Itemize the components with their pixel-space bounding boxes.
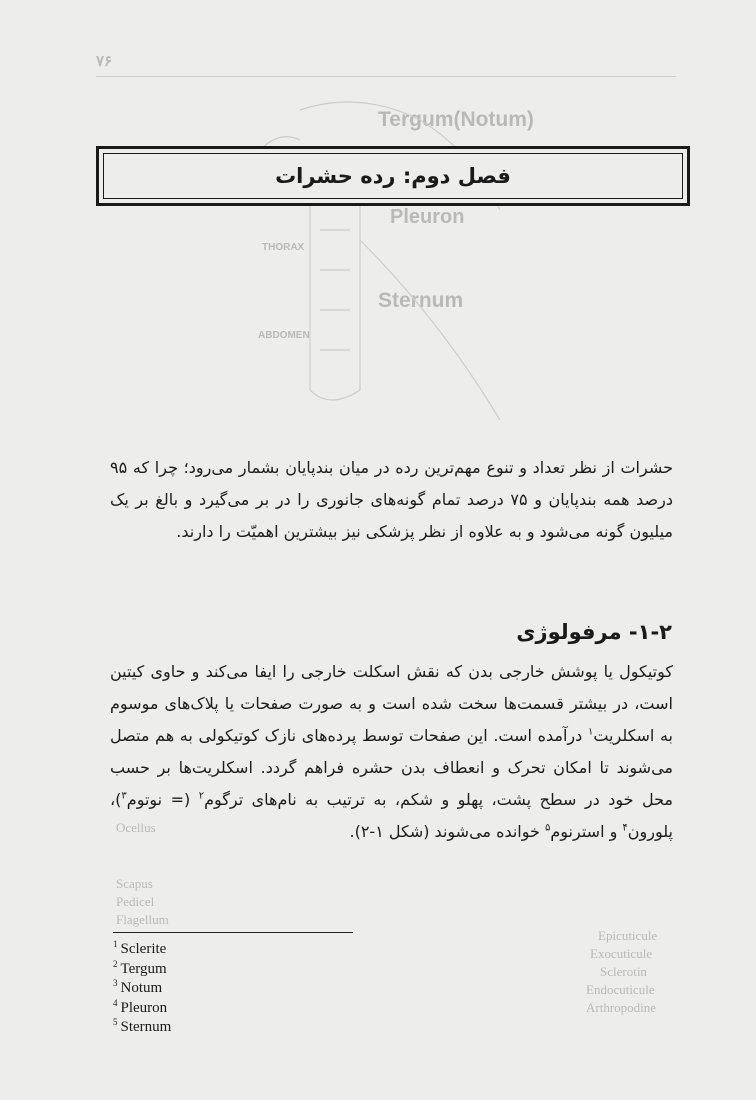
bleed-gloss-6: Exocuticule <box>590 946 653 961</box>
section-paragraph <box>110 656 673 848</box>
section-text-part-3: (= نوتوم <box>126 790 199 809</box>
section-heading: ۱-۲- مرفولوژی <box>516 620 672 644</box>
footnote-text: Sternum <box>120 1019 172 1035</box>
chapter-title-box <box>96 146 690 206</box>
chapter-title: فصل دوم: رده حشرات <box>275 164 511 188</box>
bleed-gloss-4: Flagellum <box>116 912 169 927</box>
footnote-ref-1: ۱ <box>587 726 594 738</box>
bleed-label-thorax: THORAX <box>262 242 305 253</box>
footnote-number: 2 <box>113 958 118 969</box>
footnote-item <box>113 1018 171 1038</box>
chapter-title-frame <box>103 153 683 199</box>
footnote-text: Sclerite <box>120 941 167 957</box>
bleed-page-number: ۷۶ <box>96 53 113 70</box>
bleed-gloss-1: Ocellus <box>116 820 156 835</box>
footnote-divider <box>113 932 353 933</box>
bleed-gloss-9: Arthropodine <box>586 1000 657 1015</box>
footnote-ref-3: ۳ <box>121 790 127 802</box>
section-text-part-6: خوانده می‌شوند (شکل ۱-۲). <box>349 822 545 841</box>
intro-paragraph: حشرات از نظر تعداد و تنوع مهم‌ترین رده در میان بندپایان بشمار می‌رود؛ چرا که ۹۵ درصد همه بندپایان و ۷۵ درصد تمام گونه‌های جانوری را در بر می‌گیرد و بالغ بر یک میلیون گونه می‌شود و به علاوه از نظر پزشکی نیز بیشترین اهمیّت را دارند. <box>110 458 673 541</box>
footnote-item <box>113 960 171 980</box>
bleed-gloss-8: Endocuticule <box>586 982 655 997</box>
footnote-text: Notum <box>120 980 163 996</box>
bleed-gloss-3: Pedicel <box>116 894 155 909</box>
bleed-gloss-5: Epicuticule <box>598 928 658 943</box>
section-text-part-5: و استرنوم <box>550 822 623 841</box>
section-text-part-1: کوتیکول یا پوشش خارجی بدن که نقش اسکلت خارجی را ایفا می‌کند و حاوی کیتین است، در بیشتر قسمت‌ها سخت شده است و به صورت صفحات یا پلاک‌های موسوم به اسکلریت <box>110 662 674 745</box>
bleed-label-tergum: Tergum(Notum) <box>378 108 534 131</box>
footnote-number: 3 <box>113 978 118 988</box>
footnote-item <box>113 999 171 1019</box>
bleed-label-sternum: Sternum <box>378 289 464 312</box>
footnote-item <box>113 979 171 999</box>
bleed-gloss-2: Scapus <box>116 876 153 891</box>
bleed-label-pleuron: Pleuron <box>390 206 465 228</box>
section-text-part-4: )، پلورون <box>110 790 673 841</box>
footnotes-list <box>113 940 171 1038</box>
bleed-insect-illustration <box>240 90 540 420</box>
footnote-number: 5 <box>113 1017 118 1027</box>
footnote-item <box>113 940 171 960</box>
footnote-text: Tergum <box>120 960 167 977</box>
footnote-ref-2: ۲ <box>198 790 205 802</box>
bleed-gloss-7: Sclerotin <box>600 964 647 979</box>
footnote-number: 4 <box>113 997 118 1008</box>
footnote-ref-4: ۴ <box>622 822 628 834</box>
section-text-part-2: درآمده است. این صفحات توسط پرده‌های نازک کوتیکولی به هم متصل می‌شوند تا امکان تحرک و انعطاف بدن حشره فراهم گردد. اسکلریت‌ها بر حسب محل خود در سطح پشت، پهلو و شکم، به ترتیب به نام‌های ترگوم <box>110 726 673 809</box>
footnote-number: 1 <box>113 939 118 949</box>
footnote-ref-5: ۵ <box>545 822 551 834</box>
footnote-text: Pleuron <box>120 999 168 1016</box>
bleed-label-abdomen: ABDOMEN <box>258 330 310 341</box>
